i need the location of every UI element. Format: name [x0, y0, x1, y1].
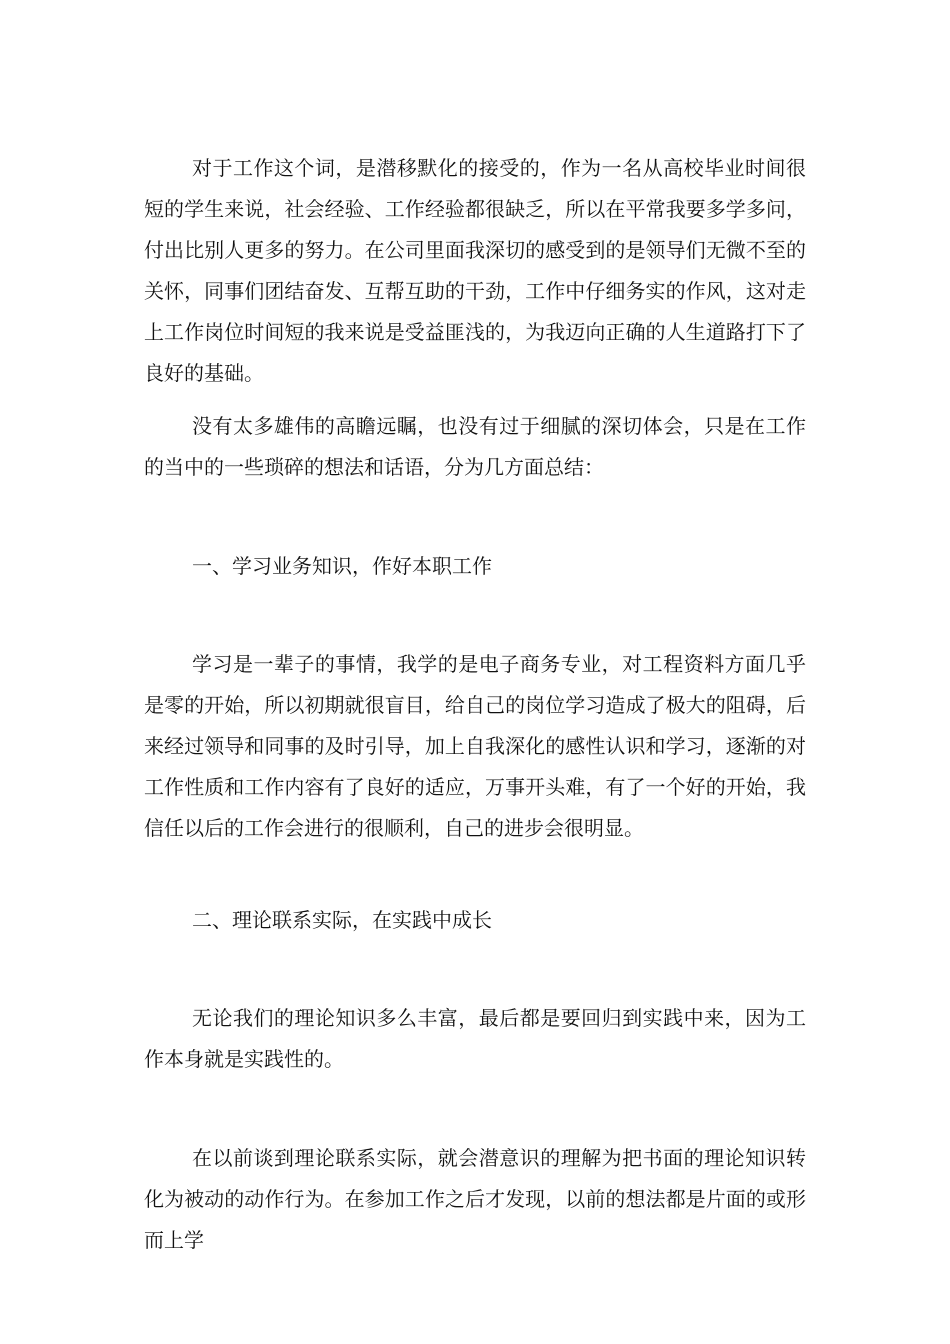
paragraph-intro: 对于工作这个词，是潜移默化的接受的，作为一名从高校毕业时间很短的学生来说，社会经验、工作经验都很缺乏，所以在平常我要多学多问，付出比别人更多的努力。在公司里面我深切的感受到的是领导们无微不至的关怀，同事们团结奋发、互帮互助的干劲，工作中仔细务实的作风，这对走上工作岗位时间短的我来说是受益匪浅的，为我迈向正确的人生道路打下了良好的基础。 — [144, 156, 806, 385]
section-heading-1: 一、学习业务知识，作好本职工作 — [192, 554, 492, 578]
paragraph-section-2b: 在以前谈到理论联系实际，就会潜意识的理解为把书面的理论知识转化为被动的动作行为。在参加工作之后才发现，以前的想法都是片面的或形而上学 — [144, 1146, 806, 1252]
paragraph-section-1: 学习是一辈子的事情，我学的是电子商务专业，对工程资料方面几乎是零的开始，所以初期就很盲目，给自己的岗位学习造成了极大的阻碍，后来经过领导和同事的及时引导，加上自我深化的感性认识和学习，逐渐的对工作性质和工作内容有了良好的适应，万事开头难，有了一个好的开始，我信任以后的工作会进行的很顺利，自己的进步会很明显。 — [144, 652, 806, 840]
paragraph-overview: 没有太多雄伟的高瞻远瞩，也没有过于细腻的深切体会，只是在工作的当中的一些琐碎的想法和话语，分为几方面总结： — [144, 414, 806, 479]
section-heading-2: 二、理论联系实际，在实践中成长 — [192, 908, 492, 932]
paragraph-section-2a: 无论我们的理论知识多么丰富，最后都是要回归到实践中来，因为工作本身就是实践性的。 — [144, 1006, 806, 1071]
